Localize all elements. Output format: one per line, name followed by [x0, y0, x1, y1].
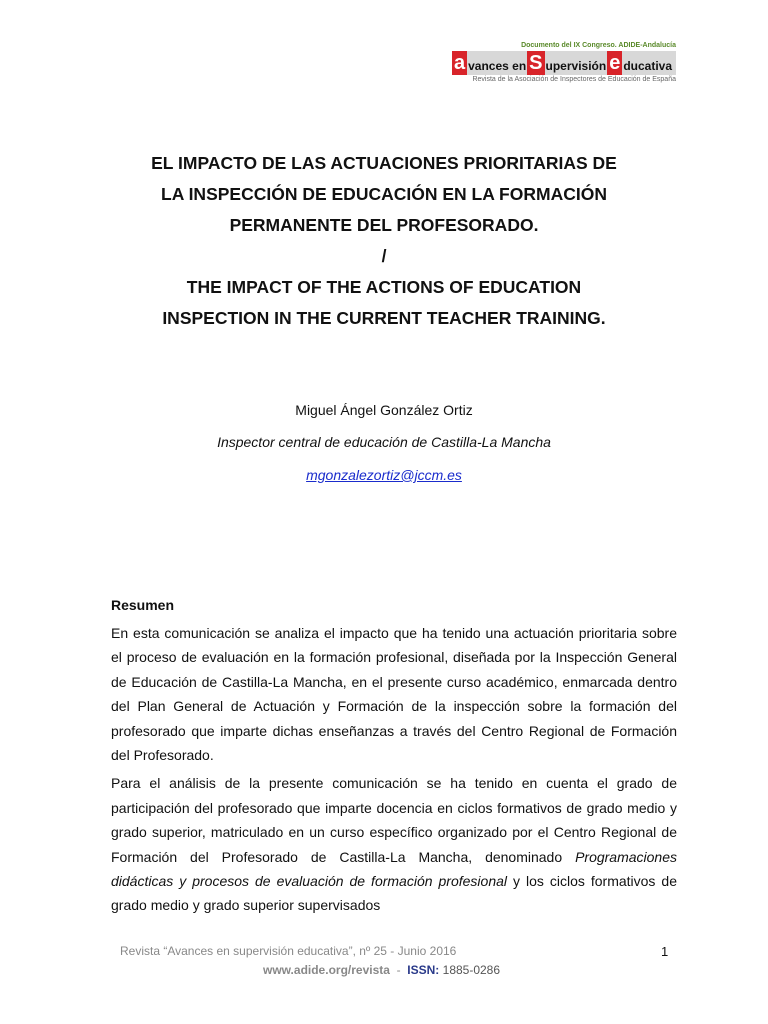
title-en-line-1: THE IMPACT OF THE ACTIONS OF EDUCATION: [186, 277, 582, 297]
journal-logo: [452, 51, 676, 75]
footer-web-issn: [263, 963, 500, 977]
logo-letter-e: e: [609, 52, 621, 74]
congress-note: Documento del IX Congreso. ADIDE-Andalucía: [521, 42, 676, 49]
logo-text-3: ducativa: [623, 59, 673, 73]
abstract-p2-course-title: Programaciones didácticas y procesos de evaluación de formación profesional: [111, 848, 677, 890]
journal-tagline: Revista de la Asociación de Inspectores de Educación de España: [472, 76, 676, 83]
abstract-paragraph-1: En esta comunicación se analiza el impacto que ha tenido una actuación prioritaria sobre el proceso de evaluación en la formación profesional, diseñada por la Inspección General de Educación de Castilla-La Mancha, en el presente curso académico, enmarcada dentro del Plan General de Actuación y Formación de la inspección sobre la formación del profesorado que imparte dichas enseñanzas a través del Centro Regional de Formación del Profesorado.: [111, 625, 677, 764]
journal-header: [452, 42, 676, 83]
abstract-section: [111, 597, 677, 922]
logo-text-2: upervisión: [545, 59, 607, 73]
author-affiliation: Inspector central de educación de Castilla-La Mancha: [217, 434, 551, 450]
footer-issn-value: 1885-0286: [442, 963, 501, 977]
abstract-paragraph-2: [111, 771, 677, 917]
title-separator: /: [381, 246, 387, 266]
logo-letter-s: S: [529, 52, 543, 74]
title-es-line-1: EL IMPACTO DE LAS ACTUACIONES PRIORITARIAS DE: [151, 153, 617, 173]
footer-journal: Revista “Avances en supervisión educativa”, nº 25 - Junio 2016: [120, 944, 457, 958]
abstract-heading: Resumen: [111, 597, 175, 613]
abstract-p2-end: y los ciclos formativos de grado medio y grado superior supervisados: [111, 873, 677, 914]
title-en-line-2: INSPECTION IN THE CURRENT TEACHER TRAINING.: [162, 308, 606, 328]
author-email: [0, 467, 768, 483]
logo-text-1: vances en: [468, 59, 527, 73]
page-number: 1: [661, 944, 669, 959]
footer-separator: -: [396, 963, 401, 977]
author-email-link[interactable]: mgonzalezortiz@jccm.es: [306, 467, 462, 483]
title-es-line-2: LA INSPECCIÓN DE EDUCACIÓN EN LA FORMACIÓN: [161, 184, 607, 204]
footer-issn-label: ISSN:: [407, 963, 440, 977]
author-name: Miguel Ángel González Ortiz: [295, 402, 473, 418]
footer-website: www.adide.org/revista: [263, 963, 390, 977]
paper-title: [60, 148, 708, 334]
logo-letter-a: a: [454, 52, 466, 74]
abstract-p2-start: Para el análisis de la presente comunicación se ha tenido en cuenta el grado de participación del profesorado que imparte docencia en ciclos formativos de grado medio y grado superior, matriculado en un curso específico organizado por el Centro Regional de Formación del Profesorado de Castilla-La Mancha, denominado: [111, 775, 677, 865]
title-es-line-3: PERMANENTE DEL PROFESORADO.: [229, 215, 539, 235]
